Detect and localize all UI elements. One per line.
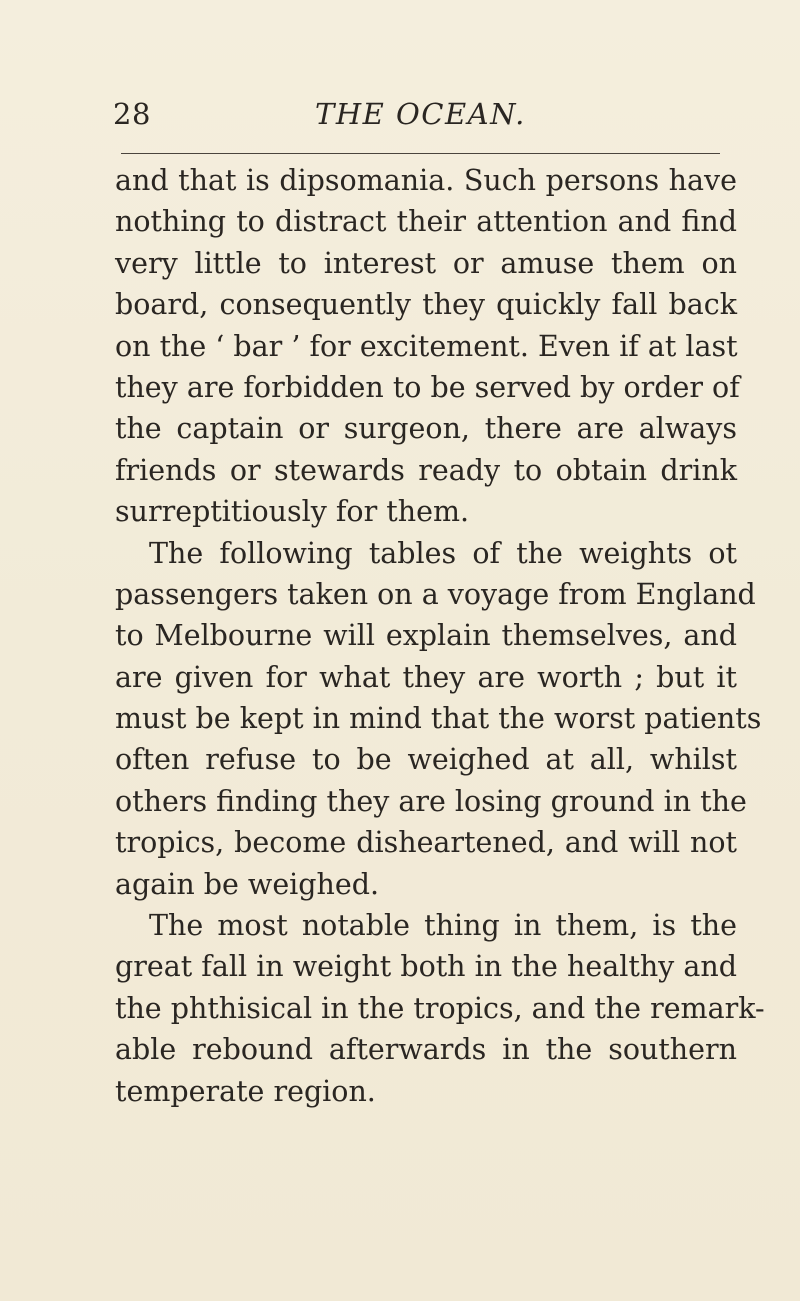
text-line: board, consequently they quickly fall back xyxy=(115,288,737,322)
text-line: the captain or surgeon, there are always xyxy=(115,412,737,446)
text-line: The most notable thing in them, is the xyxy=(149,909,737,943)
text-line: the phthisical in the tropics, and the remark- xyxy=(115,991,765,1025)
page-header xyxy=(113,97,713,137)
text-line: on the ‘ bar ’ for excitement. Even if at last xyxy=(115,329,738,363)
text-line: nothing to distract their attention and find xyxy=(115,205,737,239)
text-line: surreptitiously for them. xyxy=(115,495,470,529)
text-line: passengers taken on a voyage from England xyxy=(115,577,756,611)
running-title: THE OCEAN. xyxy=(315,97,526,131)
text-line: able rebound afterwards in the southern xyxy=(115,1033,737,1067)
text-line: tropics, become disheartened, and will not xyxy=(115,826,737,860)
text-line: are given for what they are worth ; but it xyxy=(115,660,737,694)
text-line: again be weighed. xyxy=(115,867,380,901)
text-line: to Melbourne will explain themselves, and xyxy=(115,619,737,653)
text-line: must be kept in mind that the worst patients xyxy=(115,702,762,736)
text-line: often refuse to be weighed at all, whilst xyxy=(115,743,737,777)
text-line: great fall in weight both in the healthy and xyxy=(115,950,737,984)
text-line: very little to interest or amuse them on xyxy=(115,246,737,280)
text-line: The following tables of the weights ot xyxy=(149,536,737,570)
text-line: friends or stewards ready to obtain drink xyxy=(115,453,737,487)
text-line: temperate region. xyxy=(115,1074,376,1108)
body-text xyxy=(115,160,765,1112)
text-line: others finding they are losing ground in the xyxy=(115,784,747,818)
page-number: 28 xyxy=(113,97,151,131)
text-line: and that is dipsomania. Such persons have xyxy=(115,164,737,197)
header-rule xyxy=(121,153,720,154)
text-line: they are forbidden to be served by order of xyxy=(115,370,740,404)
